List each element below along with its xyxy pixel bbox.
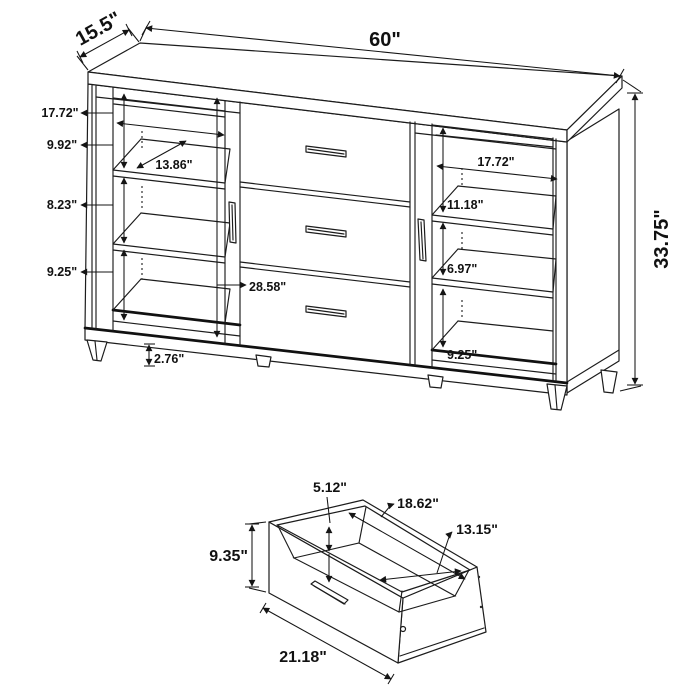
drawer-side-knob [401,627,406,632]
drawer-interior-depth-label: 5.12" [313,479,347,495]
right-bottom-compartment-label: 9.25" [447,348,478,362]
right-middle-compartment-label: 6.97" [447,262,478,276]
left-interior-width-label: 17.72" [41,106,79,120]
shelf-depth-label: 13.86" [155,158,193,172]
drawer-interior-front-to-back-label: 13.15" [456,521,498,537]
drawer-figure [209,479,498,684]
right-top-compartment-label: 11.18" [447,198,484,212]
center-right-foot [428,375,443,388]
back-right-leg [601,370,617,393]
drawer-interior-width-label: 18.62" [397,495,439,511]
left-top-compartment-label: 9.92" [46,138,78,152]
overall-depth-label: 15.5" [72,7,126,51]
sideboard-carcass [85,43,622,395]
overall-width-label: 60" [369,29,401,51]
drawer-width-label: 21.18" [279,649,327,666]
right-interior-width-label: 17.72" [477,155,515,169]
leg-height-label: 2.76" [154,352,185,366]
left-middle-compartment-label: 8.23" [46,198,78,212]
center-left-foot [256,355,271,367]
drawer-height-label: 9.35" [209,548,248,565]
right-side-panel [567,109,619,393]
left-bottom-compartment-label: 9.25" [46,265,78,279]
opening-height-label: 28.58" [249,280,287,294]
overall-height-label: 33.75" [651,209,673,269]
sideboard-figure [41,8,673,410]
drawer-body [269,500,486,663]
